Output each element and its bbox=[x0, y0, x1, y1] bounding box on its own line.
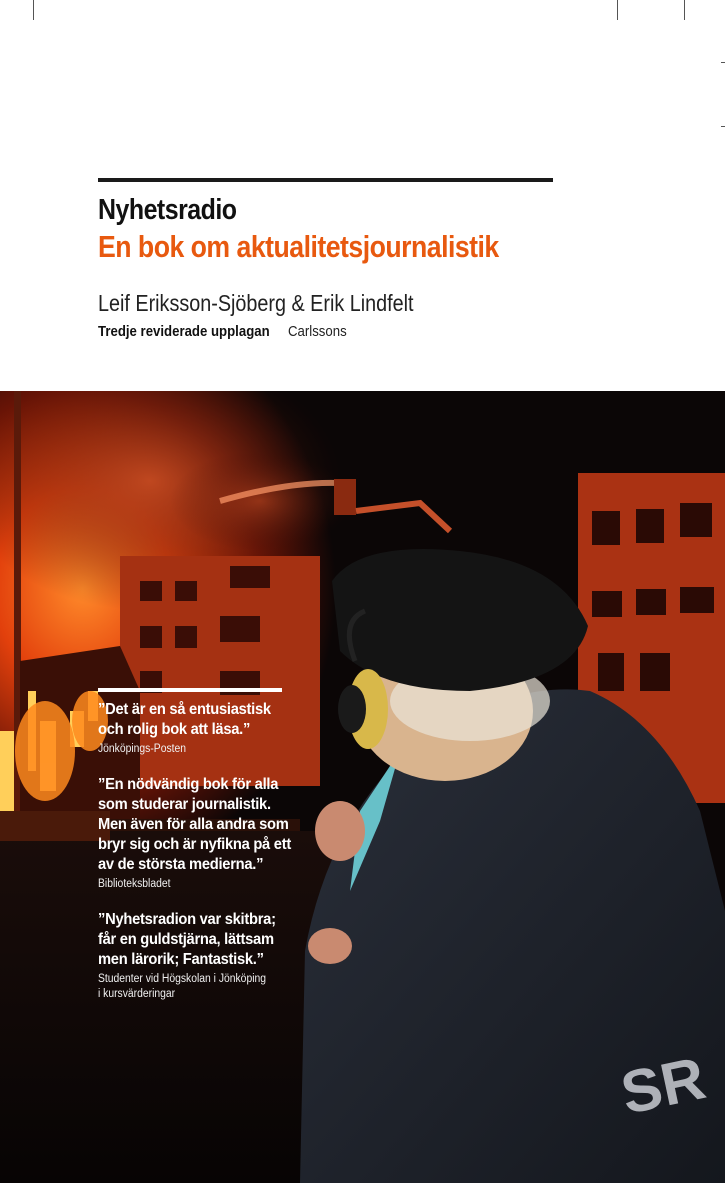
crop-mark bbox=[721, 126, 725, 127]
book-publisher: Carlssons bbox=[288, 323, 347, 340]
quote-line: ”Det är en så entusiastisk bbox=[98, 701, 271, 718]
quote-source-line: i kursvärderingar bbox=[98, 988, 176, 1000]
quote-text bbox=[98, 775, 337, 875]
jacket-logo: SR bbox=[615, 1044, 711, 1128]
quote-line: ”En nödvändig bok för alla bbox=[98, 776, 279, 793]
book-edition: Tredje reviderade upplagan bbox=[98, 323, 270, 340]
crop-mark bbox=[684, 0, 685, 20]
title-rule bbox=[98, 178, 553, 182]
quote-line: får en guldstjärna, lättsam bbox=[98, 931, 274, 948]
quote-line: som studerar journalistik. bbox=[98, 796, 271, 813]
book-title: Nyhetsradio bbox=[98, 194, 237, 226]
quote-source bbox=[98, 972, 332, 1002]
quote-source-line: Studenter vid Högskolan i Jönköping bbox=[98, 973, 267, 985]
quote-block bbox=[98, 700, 358, 757]
cover-photo bbox=[0, 391, 725, 1183]
quote-line: bryr sig och är nyfikna på ett bbox=[98, 836, 291, 853]
quote-line: och rolig bok att läsa.” bbox=[98, 721, 251, 738]
quote-source-line: Jönköpings-Posten bbox=[98, 743, 187, 755]
review-quotes bbox=[98, 688, 358, 1020]
quote-source bbox=[98, 877, 332, 892]
quote-line: av de största medierna.” bbox=[98, 856, 264, 873]
book-authors: Leif Eriksson-Sjöberg & Erik Lindfelt bbox=[98, 290, 414, 316]
quote-line: men lärorik; Fantastisk.” bbox=[98, 951, 264, 968]
crop-mark bbox=[33, 0, 34, 20]
crop-mark bbox=[617, 0, 618, 20]
crop-mark bbox=[721, 62, 725, 63]
quote-source bbox=[98, 742, 332, 757]
quote-block bbox=[98, 775, 358, 892]
quote-text bbox=[98, 700, 337, 740]
quote-line: ”Nyhetsradion var skitbra; bbox=[98, 911, 276, 928]
quote-source-line: Biblioteksbladet bbox=[98, 878, 171, 890]
quote-line: Men även för alla andra som bbox=[98, 816, 289, 833]
quote-text bbox=[98, 910, 337, 970]
book-subtitle: En bok om aktualitetsjournalistik bbox=[98, 229, 499, 264]
quote-rule bbox=[98, 688, 282, 692]
quote-block bbox=[98, 910, 358, 1002]
